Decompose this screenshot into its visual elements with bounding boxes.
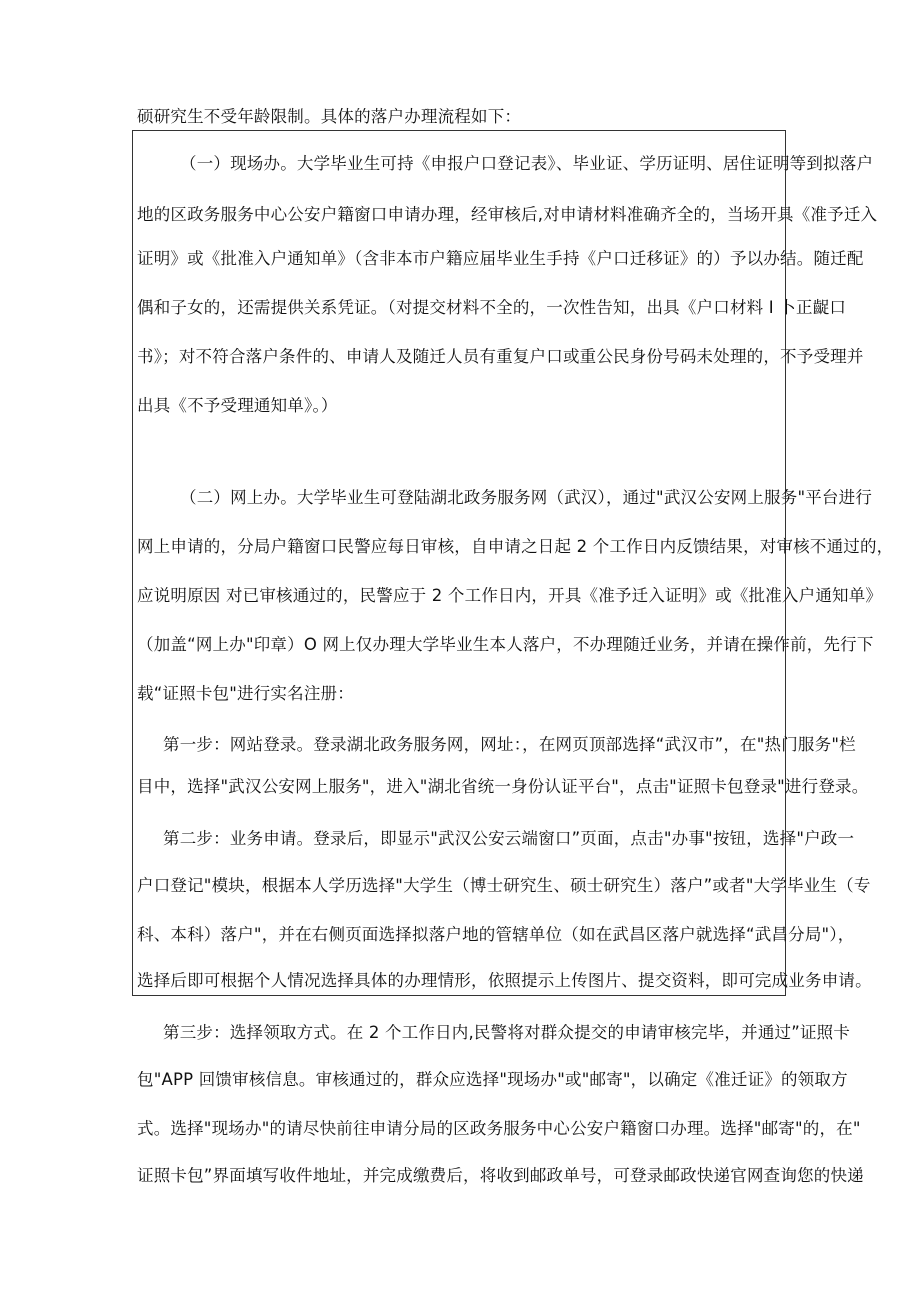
step1-line: 目中，选择"武汉公安网上服务"，进入"湖北省统一身份认证平台"，点击"证照卡包登录"进行登录。 xyxy=(137,777,869,796)
step2-line: 科、本科）落户"，并在右侧页面选择拟落户地的管辖单位（如在武昌区落户就选择“武昌分局"）， xyxy=(137,925,855,944)
section1-line: 证明》或《批准入户通知单》（含非本市户籍应届毕业生手持《户口迁移证》的）予以办结。随迁配 xyxy=(137,249,864,268)
step1-line: 第一步：网站登录。登录湖北政务服务网，网址：，在网页顶部选择“武汉市”，在"热门服务"栏 xyxy=(163,735,856,754)
intro-paragraph: 硕研究生不受年龄限制。具体的落户办理流程如下： xyxy=(137,107,522,126)
section1-line: 偶和子女的，还需提供关系凭证。（对提交材料不全的，一次性告知，出具《户口材料 I 卜正齪口 xyxy=(137,298,847,317)
step3-line: 第三步：选择领取方式。在 2 个工作日内,民警将对群众提交的申请审核完毕，并通过”证照卡 xyxy=(163,1023,851,1042)
step2-line: 选择后即可根据个人情况选择具体的办理情形，依照提示上传图片、提交资料，即可完成业务申请。 xyxy=(137,971,872,990)
step3-line: 证照卡包”界面填写收件地址，并完成缴费后，将收到邮政单号，可登录邮政快递官网查询您的快递 xyxy=(137,1166,864,1185)
step3-line: 式。选择"现场办"的请尽快前往申请分局的区政务服务中心公安户籍窗口办理。选择"邮寄"的，在" xyxy=(137,1119,861,1138)
step2-line: 第二步：业务申请。登录后，即显示"武汉公安云端窗口”页面，点击"办事"按钮，选择"户政一 xyxy=(163,829,855,848)
section1-line: 出具《不予受理通知单》。） xyxy=(137,396,338,415)
section2-line: 载“证照卡包"进行实名注册： xyxy=(137,684,354,703)
section1-line: （一）现场办。大学毕业生可持《申报户口登记表》、毕业证、学历证明、居住证明等到拟落户 xyxy=(180,154,874,173)
section2-line: 应说明原因 对已审核通过的，民警应于 2 个工作日内，开具《准予迁入证明》或《批准入户通知单》 xyxy=(137,586,883,605)
section1-line: 书》；对不符合落户条件的、申请人及随迁人员有重复户口或重公民身份号码未处理的，不予受理并 xyxy=(137,347,864,366)
section2-line: 网上申请的，分局户籍窗口民警应每日审核，自申请之日起 2 个工作日内反馈结果，对审核不通过的， xyxy=(137,537,894,556)
section2-line: （加盖“网上办"印章）O 网上仅办理大学毕业生本人落户，不办理随迁业务，并请在操作前，先行下 xyxy=(137,635,874,654)
section1-line: 地的区政务服务中心公安户籍窗口申请办理，经审核后,对申请材料准确齐全的，当场开具《准予迁入 xyxy=(137,205,878,224)
step3-line: 包"APP 回馈审核信息。审核通过的，群众应选择"现场办"或"邮寄"，以确定《准迁证》的领取方 xyxy=(137,1070,848,1089)
step2-line: 户口登记"模块，根据本人学历选择"大学生（博士研究生、硕士研究生）落户”或者"大学毕业生（专 xyxy=(137,876,871,895)
section2-line: （二）网上办。大学毕业生可登陆湖北政务服务网（武汉），通过"武汉公安网上服务"平台进行 xyxy=(180,488,873,507)
